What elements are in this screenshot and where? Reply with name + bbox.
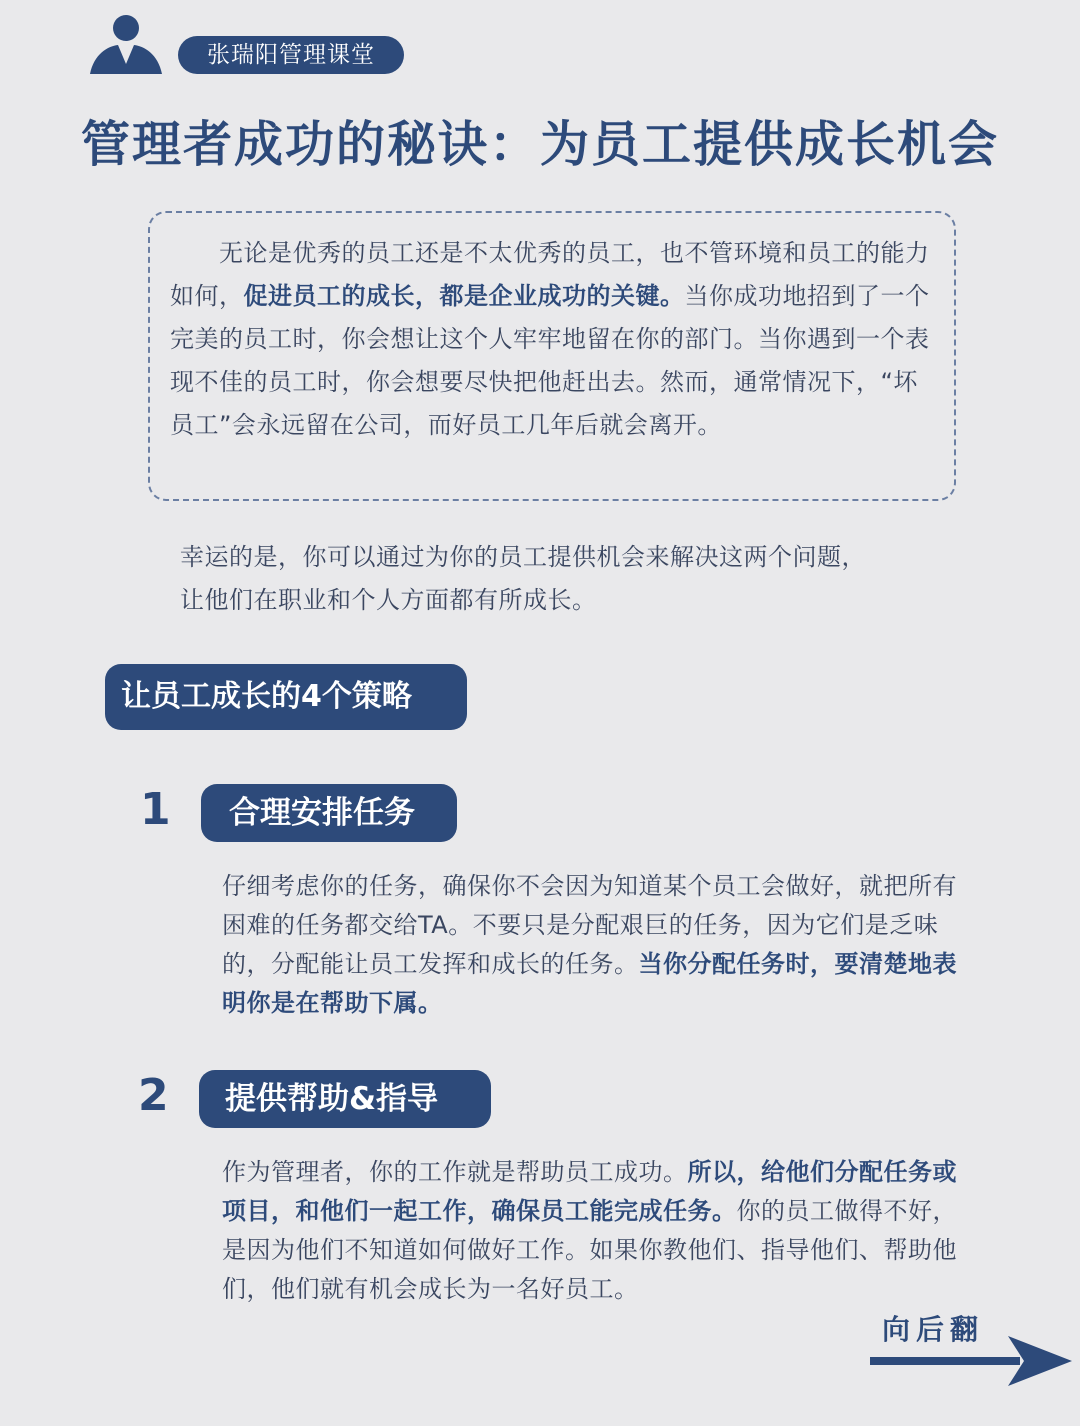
intro-paragraph <box>170 232 940 447</box>
page-title: 管理者成功的秘诀：为员工提供成长机会 <box>80 116 999 173</box>
strategy-2-number: 2 <box>138 1070 169 1121</box>
lucky-line-2: 让他们在职业和个人方面都有所成长。 <box>180 586 597 614</box>
strategy-2-text-2: 你的员工做得不好，是因为他们不知道如何做好工作。如果你教他们、指导他们、帮助他们，他们就有机会成长为一名好员工。 <box>222 1197 957 1303</box>
lucky-line-1: 幸运的是，你可以通过为你的员工提供机会来解决这两个问题， <box>180 543 866 571</box>
intro-emphasis: 促进员工的成长，都是企业成功的关键。 <box>243 282 685 310</box>
strategy-2-title: 提供帮助&指导 <box>199 1070 491 1128</box>
lucky-paragraph <box>180 536 940 622</box>
intro-text-part1: 无论是优秀的员工还是不太优秀的员工，也不管环境和员工的能力如何， <box>170 239 930 310</box>
strategy-2-body <box>222 1153 962 1309</box>
next-page-label[interactable]: 向后翻 <box>882 1313 985 1346</box>
strategy-1-title: 合理安排任务 <box>201 784 457 842</box>
strategy-1-number: 1 <box>140 784 171 835</box>
strategy-2-text-1: 作为管理者，你的工作就是帮助员工成功。 <box>222 1158 688 1186</box>
person-logo-icon <box>88 12 164 76</box>
strategy-2-emphasis: 所以，给他们分配任务或项目，和他们一起工作，确保员工能完成任务。 <box>222 1158 957 1225</box>
strategy-1-body <box>222 867 962 1023</box>
strategies-heading: 让员工成长的4个策略 <box>105 664 467 730</box>
arrow-right-icon[interactable] <box>868 1334 1074 1390</box>
strategy-1-text: 仔细考虑你的任务，确保你不会因为知道某个员工会做好，就把所有困难的任务都交给TA。不要只是分配艰巨的任务，因为它们是乏味的，分配能让员工发挥和成长的任务。 <box>222 872 957 978</box>
strategy-1-emphasis: 当你分配任务时，要清楚地表明你是在帮助下属。 <box>222 950 957 1017</box>
brand-label: 张瑞阳管理课堂 <box>178 36 404 74</box>
intro-text-part2: 当你成功地招到了一个完美的员工时，你会想让这个人牢牢地留在你的部门。当你遇到一个表现不佳的员工时，你会想要尽快把他赶出去。然而，通常情况下，“坏员工”会永远留在公司，而好员工几年后就会离开。 <box>170 282 930 439</box>
intro-indent <box>170 239 219 267</box>
